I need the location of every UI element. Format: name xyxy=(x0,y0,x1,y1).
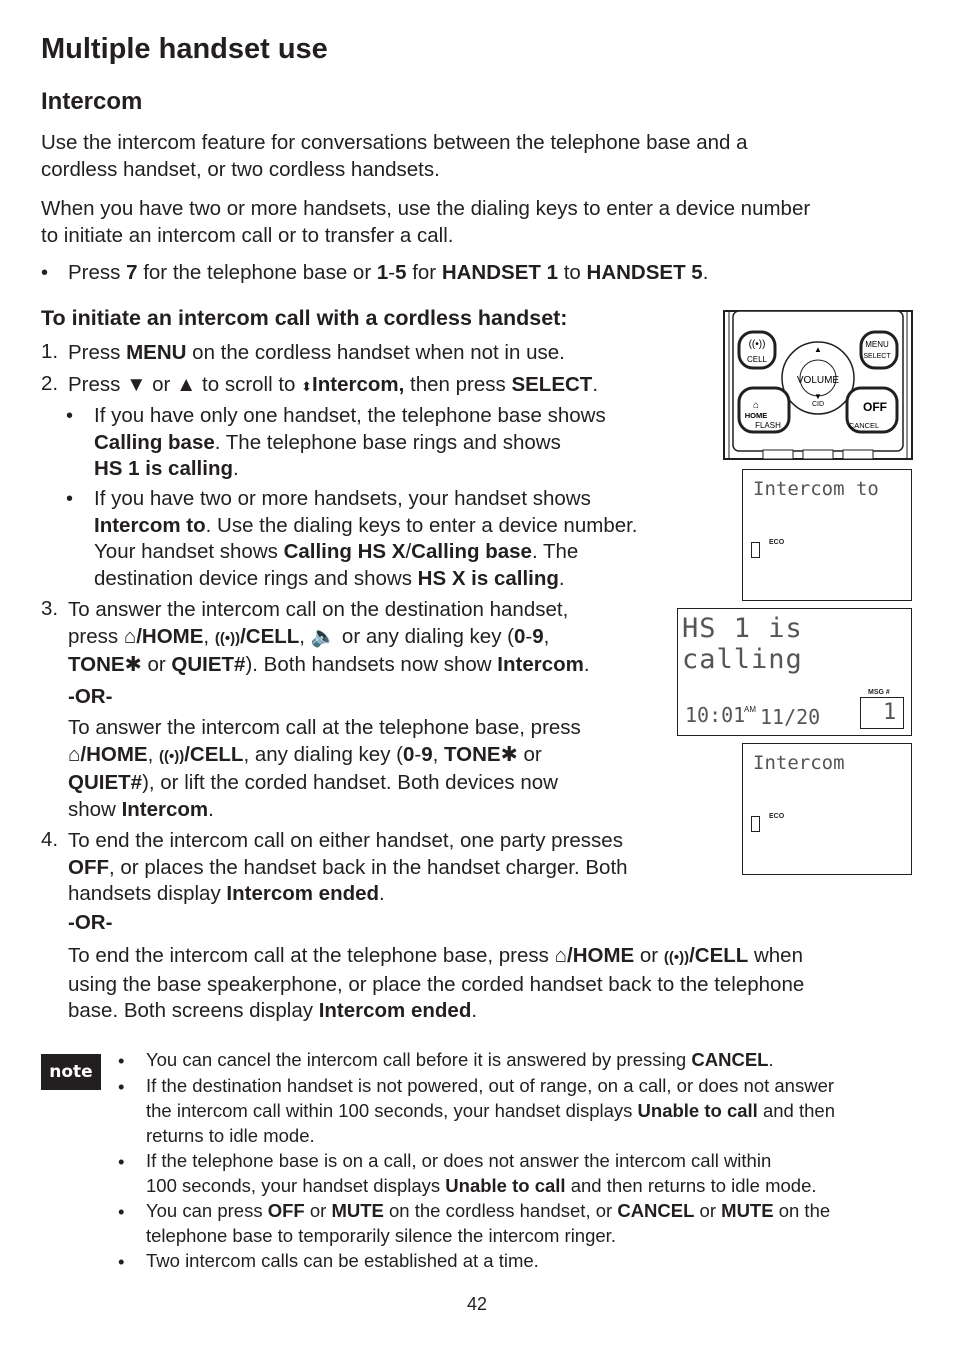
volume-label: VOLUME xyxy=(796,375,840,386)
bullet-dot: • xyxy=(118,1076,125,1097)
speaker-icon: 🔈 xyxy=(310,624,337,648)
note-2: If the destination handset is not powered, out of range, on a call, or does not answer the intercom call within 100 seconds, your handset displays Unable to call and then returns to idle mode. xyxy=(146,1075,835,1146)
step-4-base: To end the intercom call at the telephone base, press ⌂/HOME or ((•))/CELL when using the base speakerphone, or place the corded handset back to the telephone base. Both screens display Intercom ended. xyxy=(68,944,805,1022)
or-label: -OR- xyxy=(68,911,113,934)
cell-icon: ((•)) xyxy=(663,949,690,966)
cell-icon: ((•)) xyxy=(214,629,241,647)
subheading: To initiate an intercom call with a cordless handset: xyxy=(41,306,568,330)
page-number: 42 xyxy=(466,1294,488,1314)
step-3-base: To answer the intercom call at the telephone base, press ⌂/HOME, ((•))/CELL, any dialing key (0-9, TONE✱ or QUIET#), or lift the corded handset. Both devices now show Intercom. xyxy=(68,716,581,821)
step-3: To answer the intercom call on the destination handset, press ⌂/HOME, ((•))/CELL, 🔈 or any dialing key (0-9, TONE✱ or QUIET#). Both handsets now show Intercom. xyxy=(68,598,590,676)
intro-paragraph-2: When you have two or more handsets, use the dialing keys to enter a device number to initiate an intercom call or to transfer a call. xyxy=(41,197,811,247)
section-heading: Intercom xyxy=(41,88,143,115)
bullet-multi-handset: If you have two or more handsets, your handset shows Intercom to. Use the dialing keys to enter a device number. Your handset shows Calling HS X/Calling base. The destination device rings and shows HS X is calling. xyxy=(94,487,638,590)
bullet-one-handset: If you have only one handset, the telephone base shows Calling base. The telephone base rings and shows HS 1 is calling. xyxy=(94,404,606,480)
home-icon: ⌂ xyxy=(68,742,81,766)
step-4: To end the intercom call on either handset, one party presses OFF, or places the handset back in the handset charger. Both handsets display Intercom ended. xyxy=(68,829,628,905)
screen-text: Intercom to xyxy=(753,478,879,500)
eco-label: ECO xyxy=(769,813,785,820)
cid-label: CID xyxy=(811,401,825,408)
cancel-key-label: CANCEL xyxy=(848,421,880,430)
bullet-dot: • xyxy=(66,405,74,427)
date-display: 11/20 xyxy=(760,705,821,729)
msg-count-box xyxy=(860,697,904,729)
scroll-icon: ⬍ xyxy=(301,379,313,394)
page-title: Multiple handset use xyxy=(41,33,328,65)
flash-key-label: FLASH xyxy=(755,421,781,430)
home-key-icon: ⌂ xyxy=(752,400,760,411)
tone-star-icon: ✱ xyxy=(500,742,518,766)
intro-paragraph-1: Use the intercom feature for conversations between the telephone base and a cordless handset, or two cordless handsets. xyxy=(41,131,748,181)
or-label: -OR- xyxy=(68,685,113,708)
eco-label: ECO xyxy=(769,539,785,546)
msg-label: MSG # xyxy=(868,689,890,696)
note-1: You can cancel the intercom call before it is answered by pressing CANCEL. xyxy=(146,1049,774,1070)
menu-key-label: MENU xyxy=(865,340,889,349)
home-icon: ⌂ xyxy=(554,944,567,967)
note-5: Two intercom calls can be established at a time. xyxy=(146,1250,539,1271)
bullet-dot: • xyxy=(118,1251,125,1272)
msg-count: 1 xyxy=(883,700,897,725)
screen-text: Intercom xyxy=(753,752,845,774)
home-icon: ⌂ xyxy=(123,624,137,648)
screen-text: HS 1 is calling xyxy=(682,613,803,675)
bullet-dot: • xyxy=(118,1201,125,1222)
step-1: Press MENU on the cordless handset when not in use. xyxy=(68,341,565,364)
quiet-hash-icon: # xyxy=(234,653,246,676)
quiet-hash-icon: # xyxy=(130,771,143,794)
up-arrow-icon: ▲ xyxy=(176,373,197,396)
step-number: 1. xyxy=(41,340,59,363)
cell-key-label: CELL xyxy=(746,355,768,364)
battery-icon xyxy=(751,542,760,558)
battery-icon xyxy=(751,816,760,832)
cell-key-icon: ((•)) xyxy=(748,339,766,350)
cell-icon: ((•)) xyxy=(159,747,185,765)
ampm-label: AM xyxy=(744,705,756,714)
screen-intercom xyxy=(742,743,912,875)
step-2: Press ▼ or ▲ to scroll to ⬍Intercom, then press SELECT. xyxy=(68,373,599,396)
select-key-label: SELECT xyxy=(863,353,891,360)
handset-keypad-illustration xyxy=(723,310,913,460)
screen-intercom-to xyxy=(742,469,912,601)
step-number: 2. xyxy=(41,372,59,395)
press-bullet: Press 7 for the telephone base or 1-5 for HANDSET 1 to HANDSET 5. xyxy=(68,261,709,284)
step-number: 4. xyxy=(41,828,59,851)
home-key-label: HOME xyxy=(744,411,768,420)
bullet-dot: • xyxy=(66,488,74,510)
bullet-dot: • xyxy=(118,1050,125,1071)
time-display: 10:01 xyxy=(685,703,746,727)
bullet-dot: • xyxy=(118,1151,125,1172)
note-badge: note xyxy=(41,1054,101,1090)
tone-star-icon: ✱ xyxy=(124,653,142,676)
nav-down-icon: ▼ xyxy=(814,392,822,401)
off-key-label: OFF xyxy=(863,400,887,414)
screen-hs1-calling xyxy=(677,608,912,736)
note-3: If the telephone base is on a call, or does not answer the intercom call within 100 seconds, your handset displays Unable to call and then returns to idle mode. xyxy=(146,1150,817,1196)
step-number: 3. xyxy=(41,597,59,620)
bullet-dot: • xyxy=(41,262,49,284)
note-4: You can press OFF or MUTE on the cordless handset, or CANCEL or MUTE on the telephone base to temporarily silence the intercom ringer. xyxy=(146,1200,831,1246)
down-arrow-icon: ▼ xyxy=(126,373,147,396)
nav-up-icon: ▲ xyxy=(814,345,822,354)
